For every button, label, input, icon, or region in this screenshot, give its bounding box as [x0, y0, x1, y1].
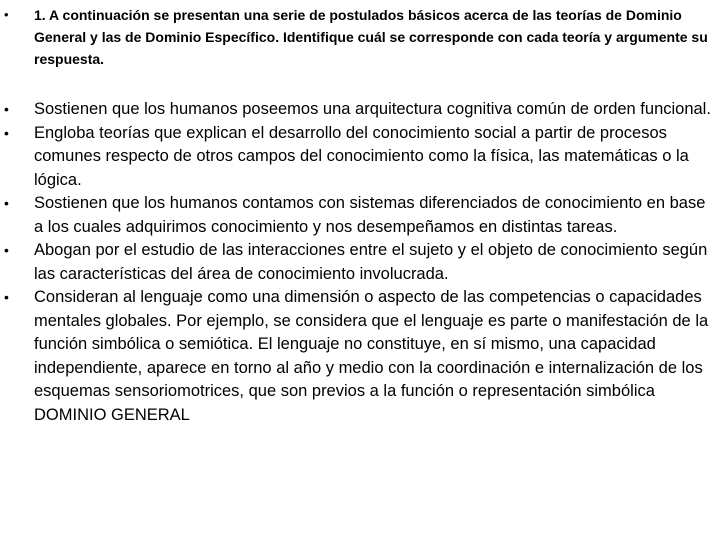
- postulado-text: Sostienen que los humanos poseemos una arquitectura cognitiva común de orden funcional.: [34, 100, 711, 118]
- bullet-icon: •: [4, 195, 9, 211]
- postulado-text: Engloba teorías que explican el desarrollo del conocimiento social a partir de procesos comunes respecto de otros campos del conocimiento como la física, las matemáticas o la lógica.: [34, 123, 689, 189]
- bullet-icon: •: [4, 7, 9, 22]
- list-item: [4, 192, 714, 239]
- list-item: [4, 122, 714, 193]
- postulado-text: Sostienen que los humanos contamos con sistemas diferenciados de conocimiento en base a los cuales adquirimos conocimiento y nos desempeñamos en distintas tareas.: [34, 194, 706, 236]
- instruction-text: 1. A continuación se presentan una serie de postulados básicos acerca de las teorías de Dominio General y las de Dominio Específico. Identifique cuál se corresponde con cada teoría y argumente su respuesta.: [34, 7, 708, 67]
- bullet-icon: •: [4, 101, 9, 117]
- postulados-list: [4, 98, 714, 427]
- bullet-icon: •: [4, 242, 9, 258]
- bullet-icon: •: [4, 289, 9, 305]
- list-item: [4, 286, 714, 427]
- bullet-icon: •: [4, 124, 9, 141]
- postulado-text: Consideran al lenguaje como una dimensión o aspecto de las competencias o capacidades mentales globales. Por ejemplo, se considera que el lenguaje es parte o manifestación de la función simbólica o semiótica. El lenguaje no constituye, en sí mismo, una capacidad independiente, aparece en torno al año y medio con la coordinación e internalización de los esquemas sensoriomotrices, que son previos a la función o representación simbólica DOMINIO GENERAL: [34, 288, 709, 424]
- postulado-text: Abogan por el estudio de las interacciones entre el sujeto y el objeto de conocimiento según las características del área de conocimiento involucrada.: [34, 241, 708, 283]
- list-item: [4, 239, 714, 286]
- intro-item: [4, 4, 710, 70]
- list-item: [4, 98, 714, 122]
